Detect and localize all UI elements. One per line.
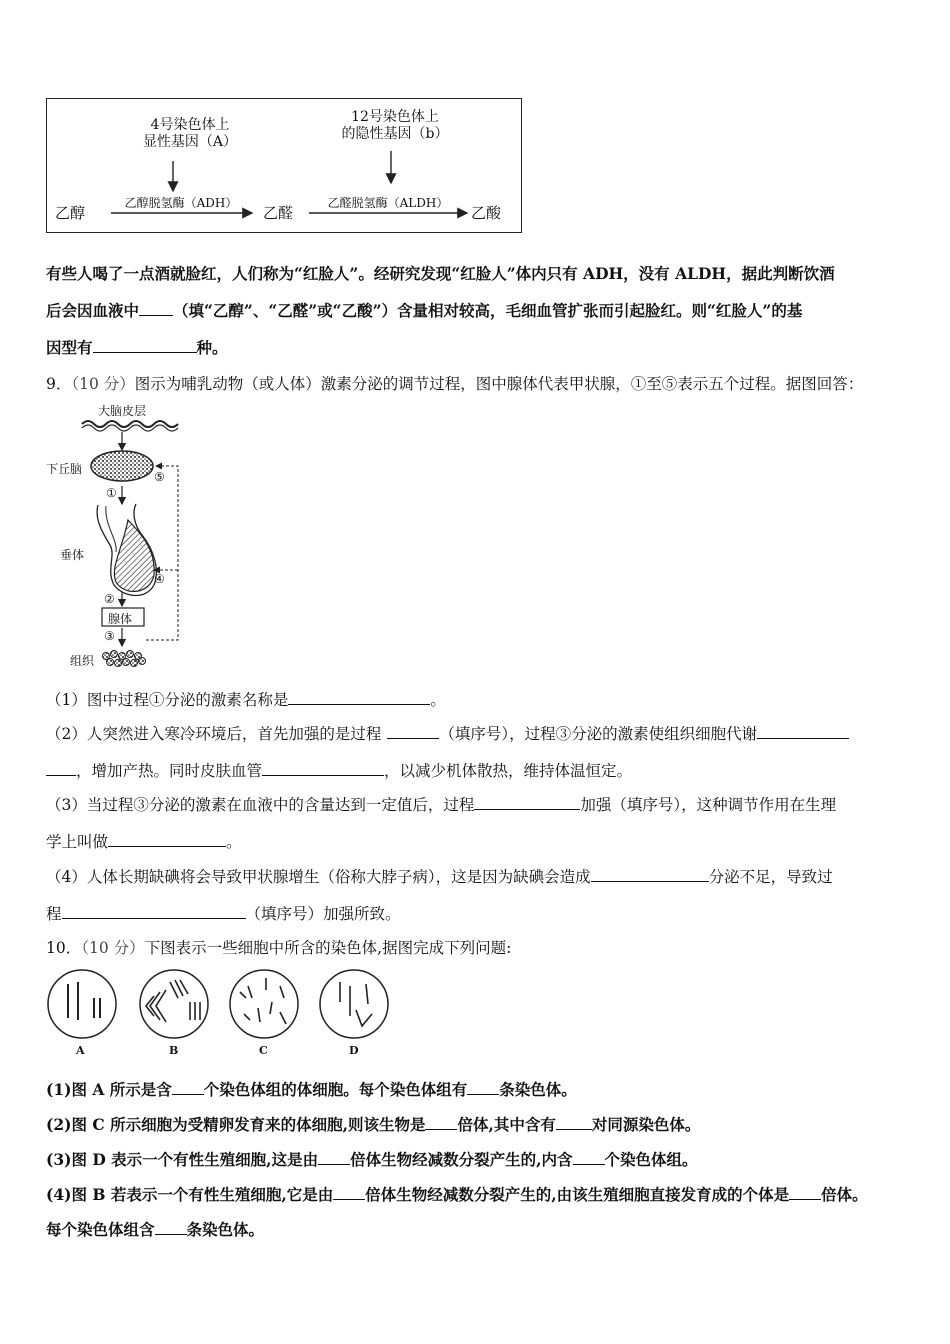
q9-s3-d: 。 (226, 833, 242, 851)
q10-s5-a: 每个染色体组含 (46, 1220, 155, 1239)
aldh-label: 乙醛脱氢酶（ALDH） (327, 196, 449, 210)
cell-c (230, 970, 298, 1038)
answer-blank[interactable] (556, 1115, 592, 1130)
cell-label-b: B (169, 1044, 179, 1057)
tissue-cells (103, 651, 146, 667)
gene-a-line1: 4号染色体上 (150, 117, 230, 133)
hormone-figure-drawing (46, 400, 206, 672)
adh-label: 乙醇脱氢酶（ADH） (124, 196, 238, 210)
q10-number: 10． (46, 939, 82, 957)
q8-line3-a: 因型有 (46, 338, 93, 357)
q10-sub2 (46, 1113, 700, 1135)
q8-line1 (46, 262, 835, 284)
q8-line2-a: 后会因血液中 (46, 301, 140, 320)
process-4-label: ④ (154, 572, 165, 586)
pituitary-label: 垂体 (60, 548, 85, 562)
answer-blank[interactable] (318, 1150, 350, 1165)
q10-s4-a: (4)图 B 若表示一个有性生殖细胞,它是由 (46, 1185, 334, 1204)
q9-s2-b: （填序号），过程③分泌的激素使组织细胞代谢 (439, 725, 758, 743)
q9-s4-d: （填序号）加强所致。 (245, 905, 401, 923)
q9-sub3-line2 (46, 830, 242, 852)
cell-label-a: A (76, 1044, 85, 1057)
pituitary-shape (114, 520, 154, 591)
answer-blank[interactable] (333, 1185, 365, 1200)
answer-blank[interactable] (387, 724, 439, 739)
q9-s4-c: 程 (46, 905, 62, 923)
gene-a-line2: 显性基因（A） (142, 134, 238, 150)
q10-s1-a: (1)图 A 所示是含 (46, 1080, 172, 1099)
q8-line3-b: 种。 (196, 338, 228, 357)
q8-line3 (46, 336, 228, 358)
answer-blank[interactable] (172, 1080, 204, 1095)
q9-stem (46, 372, 863, 394)
chromosome-cells-figure (44, 968, 404, 1060)
q10-s1-b: 个染色体组的体细胞。每个染色体组有 (203, 1080, 468, 1099)
hypothalamus-shape (91, 451, 153, 481)
acetic-acid-label: 乙酸 (471, 204, 502, 222)
answer-blank[interactable] (591, 867, 709, 882)
cell-label-c: C (259, 1044, 268, 1057)
q9-s4-a: （4）人体长期缺碘将会导致甲状腺增生（俗称大脖子病），这是因为缺碘会造成 (46, 868, 591, 886)
q9-s4-b: 分泌不足，导致过 (708, 868, 833, 886)
answer-blank[interactable] (108, 832, 226, 847)
answer-blank[interactable] (757, 724, 849, 739)
q10-s3-b: 倍体生物经减数分裂产生的,内含 (350, 1150, 573, 1169)
answer-blank[interactable] (93, 338, 197, 353)
q8-line2 (46, 299, 802, 321)
q8-line1-text: 有些人喝了一点酒就脸红，人们称为“红脸人”。经研究发现“红脸人”体内只有 ADH，没有 ALDH，据此判断饮酒 (46, 264, 835, 283)
q9-s2-c: ，增加产热。同时皮肤血管 (76, 762, 263, 780)
cortex-label: 大脑皮层 (98, 404, 147, 418)
q9-s3-b: 加强（填序号），这种调节作用在生理 (580, 796, 837, 814)
q9-s3-a: （3）当过程③分泌的激素在血液中的含量达到一定值后，过程 (46, 796, 475, 814)
q9-score: （10 分） (71, 375, 135, 393)
ethanol-label: 乙醇 (55, 204, 86, 222)
q9-s3-c: 学上叫做 (46, 833, 109, 851)
process-1-label: ① (106, 486, 117, 500)
gene-pathway-diagram (46, 98, 522, 233)
answer-blank[interactable] (62, 904, 246, 919)
q9-s1-b: 。 (430, 691, 446, 709)
q9-stem-text: 图示为哺乳动物（或人体）激素分泌的调节过程，图中腺体代表甲状腺，①至⑤表示五个过程。据图回答： (134, 375, 864, 393)
q10-s4-b: 倍体生物经减数分裂产生的,由该生殖细胞直接发育成的个体是 (365, 1185, 790, 1204)
q10-sub4 (46, 1183, 868, 1205)
q10-sub3 (46, 1148, 698, 1170)
process-5-label: ⑤ (154, 470, 165, 484)
answer-blank[interactable] (288, 690, 430, 705)
answer-blank[interactable] (474, 795, 580, 810)
gland-label: 腺体 (108, 612, 133, 626)
q10-s2-b: 倍体,其中含有 (457, 1115, 556, 1134)
q10-s4-c: 倍体。 (821, 1185, 868, 1204)
q9-sub4-line1 (46, 865, 833, 887)
q9-sub2-line2 (46, 759, 632, 781)
answer-blank[interactable] (573, 1150, 605, 1165)
q10-sub1 (46, 1078, 577, 1100)
q9-sub2-line1 (46, 722, 849, 744)
cell-a (48, 970, 116, 1038)
hormone-regulation-figure (46, 400, 206, 672)
q10-s3-c: 个染色体组。 (604, 1150, 698, 1169)
q9-number: 9． (46, 375, 72, 393)
q10-s3-a: (3)图 D 表示一个有性生殖细胞,这是由 (46, 1150, 319, 1169)
q9-s2-a: （2）人突然进入寒冷环境后，首先加强的是过程 (46, 725, 382, 743)
process-2-label: ② (104, 592, 115, 606)
hypothalamus-label: 下丘脑 (46, 462, 83, 476)
cell-label-d: D (349, 1044, 359, 1057)
answer-blank[interactable] (155, 1220, 187, 1235)
q9-sub3-line1 (46, 793, 836, 815)
gene-b-line2: 的隐性基因（b） (341, 126, 449, 142)
process-3-label: ③ (104, 629, 115, 643)
q10-sub5 (46, 1218, 264, 1240)
q9-s1-a: （1）图中过程①分泌的激素名称是 (46, 691, 289, 709)
q9-sub1 (46, 688, 446, 710)
q8-line2-b: （填“乙醇”、“乙醛”或“乙酸”）含量相对较高，毛细血管扩张而引起脸红。则“红脸人”的基 (173, 301, 803, 320)
answer-blank[interactable] (139, 301, 173, 316)
q9-sub4-line2 (46, 902, 401, 924)
answer-blank[interactable] (46, 761, 76, 776)
q10-score: （10 分） (81, 939, 145, 957)
answer-blank[interactable] (789, 1185, 821, 1200)
q10-stem-text: 下图表示一些细胞中所含的染色体,据图完成下列问题: (144, 939, 512, 957)
q10-stem (46, 936, 511, 958)
q10-s2-a: (2)图 C 所示细胞为受精卵发育来的体细胞,则该生物是 (46, 1115, 426, 1134)
q9-s2-d: ，以减少机体散热，维持体温恒定。 (384, 762, 633, 780)
cell-d (320, 970, 388, 1038)
q10-s2-c: 对同源染色体。 (591, 1115, 701, 1134)
gene-b-line1: 12号染色体上 (351, 109, 439, 125)
cell-b (140, 970, 208, 1038)
acetaldehyde-label: 乙醛 (263, 204, 294, 222)
q10-s5-b: 条染色体。 (186, 1220, 265, 1239)
answer-blank[interactable] (425, 1115, 457, 1130)
answer-blank[interactable] (467, 1080, 499, 1095)
q10-s1-c: 条染色体。 (499, 1080, 577, 1099)
tissue-label: 组织 (70, 654, 95, 668)
answer-blank[interactable] (262, 761, 384, 776)
